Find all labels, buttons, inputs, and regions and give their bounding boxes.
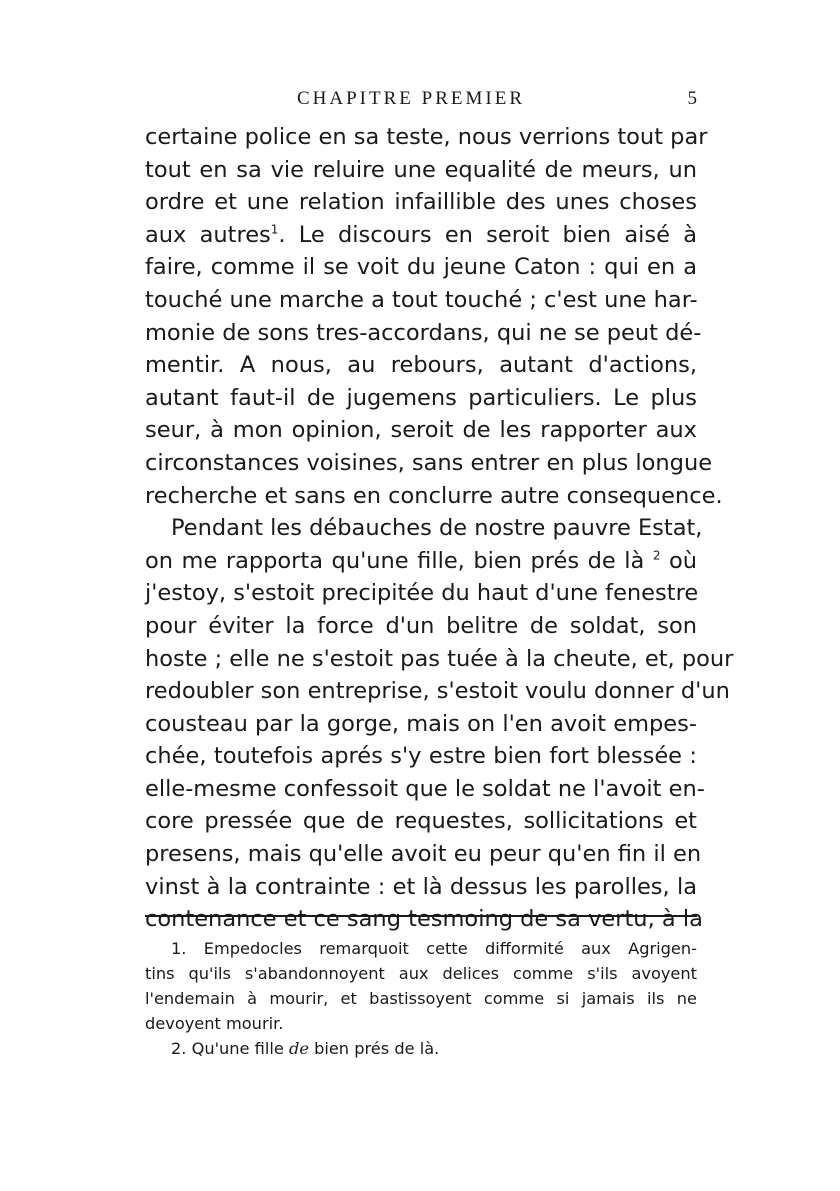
text-line: chée, toutefois aprés s'y estre bien fort blessée : (145, 743, 697, 770)
text-line (145, 545, 697, 578)
text-line: seur, à mon opinion, seroit de les rapporter aux (145, 417, 697, 444)
text-line: redoubler son entreprise, s'estoit voulu donner d'un (145, 678, 730, 705)
text-line: contenance et ce sang tesmoing de sa vertu, à la (145, 906, 703, 933)
text-line-end: où (660, 547, 697, 574)
footnote-2-start: 2. Qu'une fille (171, 1039, 289, 1058)
footnote-line: l'endemain à mourir, et bastissoyent comme si jamais ils ne (145, 989, 697, 1008)
footnote-line: devoyent mourir. (145, 1014, 284, 1033)
text-line: hoste ; elle ne s'estoit pas tuée à la cheute, et, pour (145, 645, 734, 672)
book-page (145, 0, 734, 1191)
text-line: faire, comme il se voit du jeune Caton : qui en a (145, 254, 697, 281)
footnote-ref-1: 1 (270, 222, 279, 237)
text-line: mentir. A nous, au rebours, autant d'actions, (145, 352, 697, 379)
footnote-line: tins qu'ils s'abandonnoyent aux delices comme s'ils avoyent (145, 964, 697, 983)
text-line: presens, mais qu'elle avoit eu peur qu'en fin il en (145, 841, 702, 868)
body-text (145, 121, 734, 936)
footnote-divider (145, 915, 697, 917)
text-line: circonstances voisines, sans entrer en plus longue (145, 449, 713, 476)
text-line: tout en sa vie reluire une equalité de meurs, un (145, 156, 697, 183)
text-line: pour éviter la force d'un belitre de soldat, son (145, 612, 697, 639)
footnote-2-end: bien prés de là. (308, 1039, 440, 1058)
text-line-start: aux autres (145, 221, 271, 248)
footnote-ref-2: 2 (652, 548, 661, 563)
running-head (145, 88, 697, 114)
text-line: vinst à la contrainte : et là dessus les parolles, la (145, 873, 697, 900)
text-line: ordre et une relation infaillible des unes choses (145, 189, 697, 216)
text-line (145, 219, 697, 252)
page-number: 5 (687, 88, 697, 109)
footnote-2-italic: de (288, 1039, 309, 1058)
text-line: j'estoy, s'estoit precipitée du haut d'une fenestre (145, 580, 699, 607)
text-line-start: on me rapporta qu'une fille, bien prés de là (145, 547, 645, 574)
footnote-line: 1. Empedocles remarquoit cette difformité aux Agrigen- (171, 939, 697, 958)
text-line: core pressée que de requestes, sollicitations et (145, 808, 697, 835)
text-line: autant faut-il de jugemens particuliers. Le plus (145, 384, 697, 411)
footnote-line (145, 1036, 697, 1061)
text-line: elle-mesme confessoit que le soldat ne l'avoit en- (145, 775, 705, 802)
text-line: touché une marche a tout touché ; c'est une har- (145, 286, 698, 313)
text-line: cousteau par la gorge, mais on l'en avoit empes- (145, 710, 697, 737)
text-line-end: . Le discours en seroit bien aisé à (278, 221, 697, 248)
text-line: certaine police en sa teste, nous verrions tout par (145, 124, 708, 150)
chapter-title: CHAPITRE PREMIER (297, 88, 525, 109)
footnotes (145, 936, 697, 1061)
text-line: Pendant les débauches de nostre pauvre Estat, (171, 515, 703, 542)
text-line: monie de sons tres-accordans, qui ne se peut dé- (145, 319, 702, 346)
text-line: recherche et sans en conclurre autre consequence. (145, 482, 723, 509)
